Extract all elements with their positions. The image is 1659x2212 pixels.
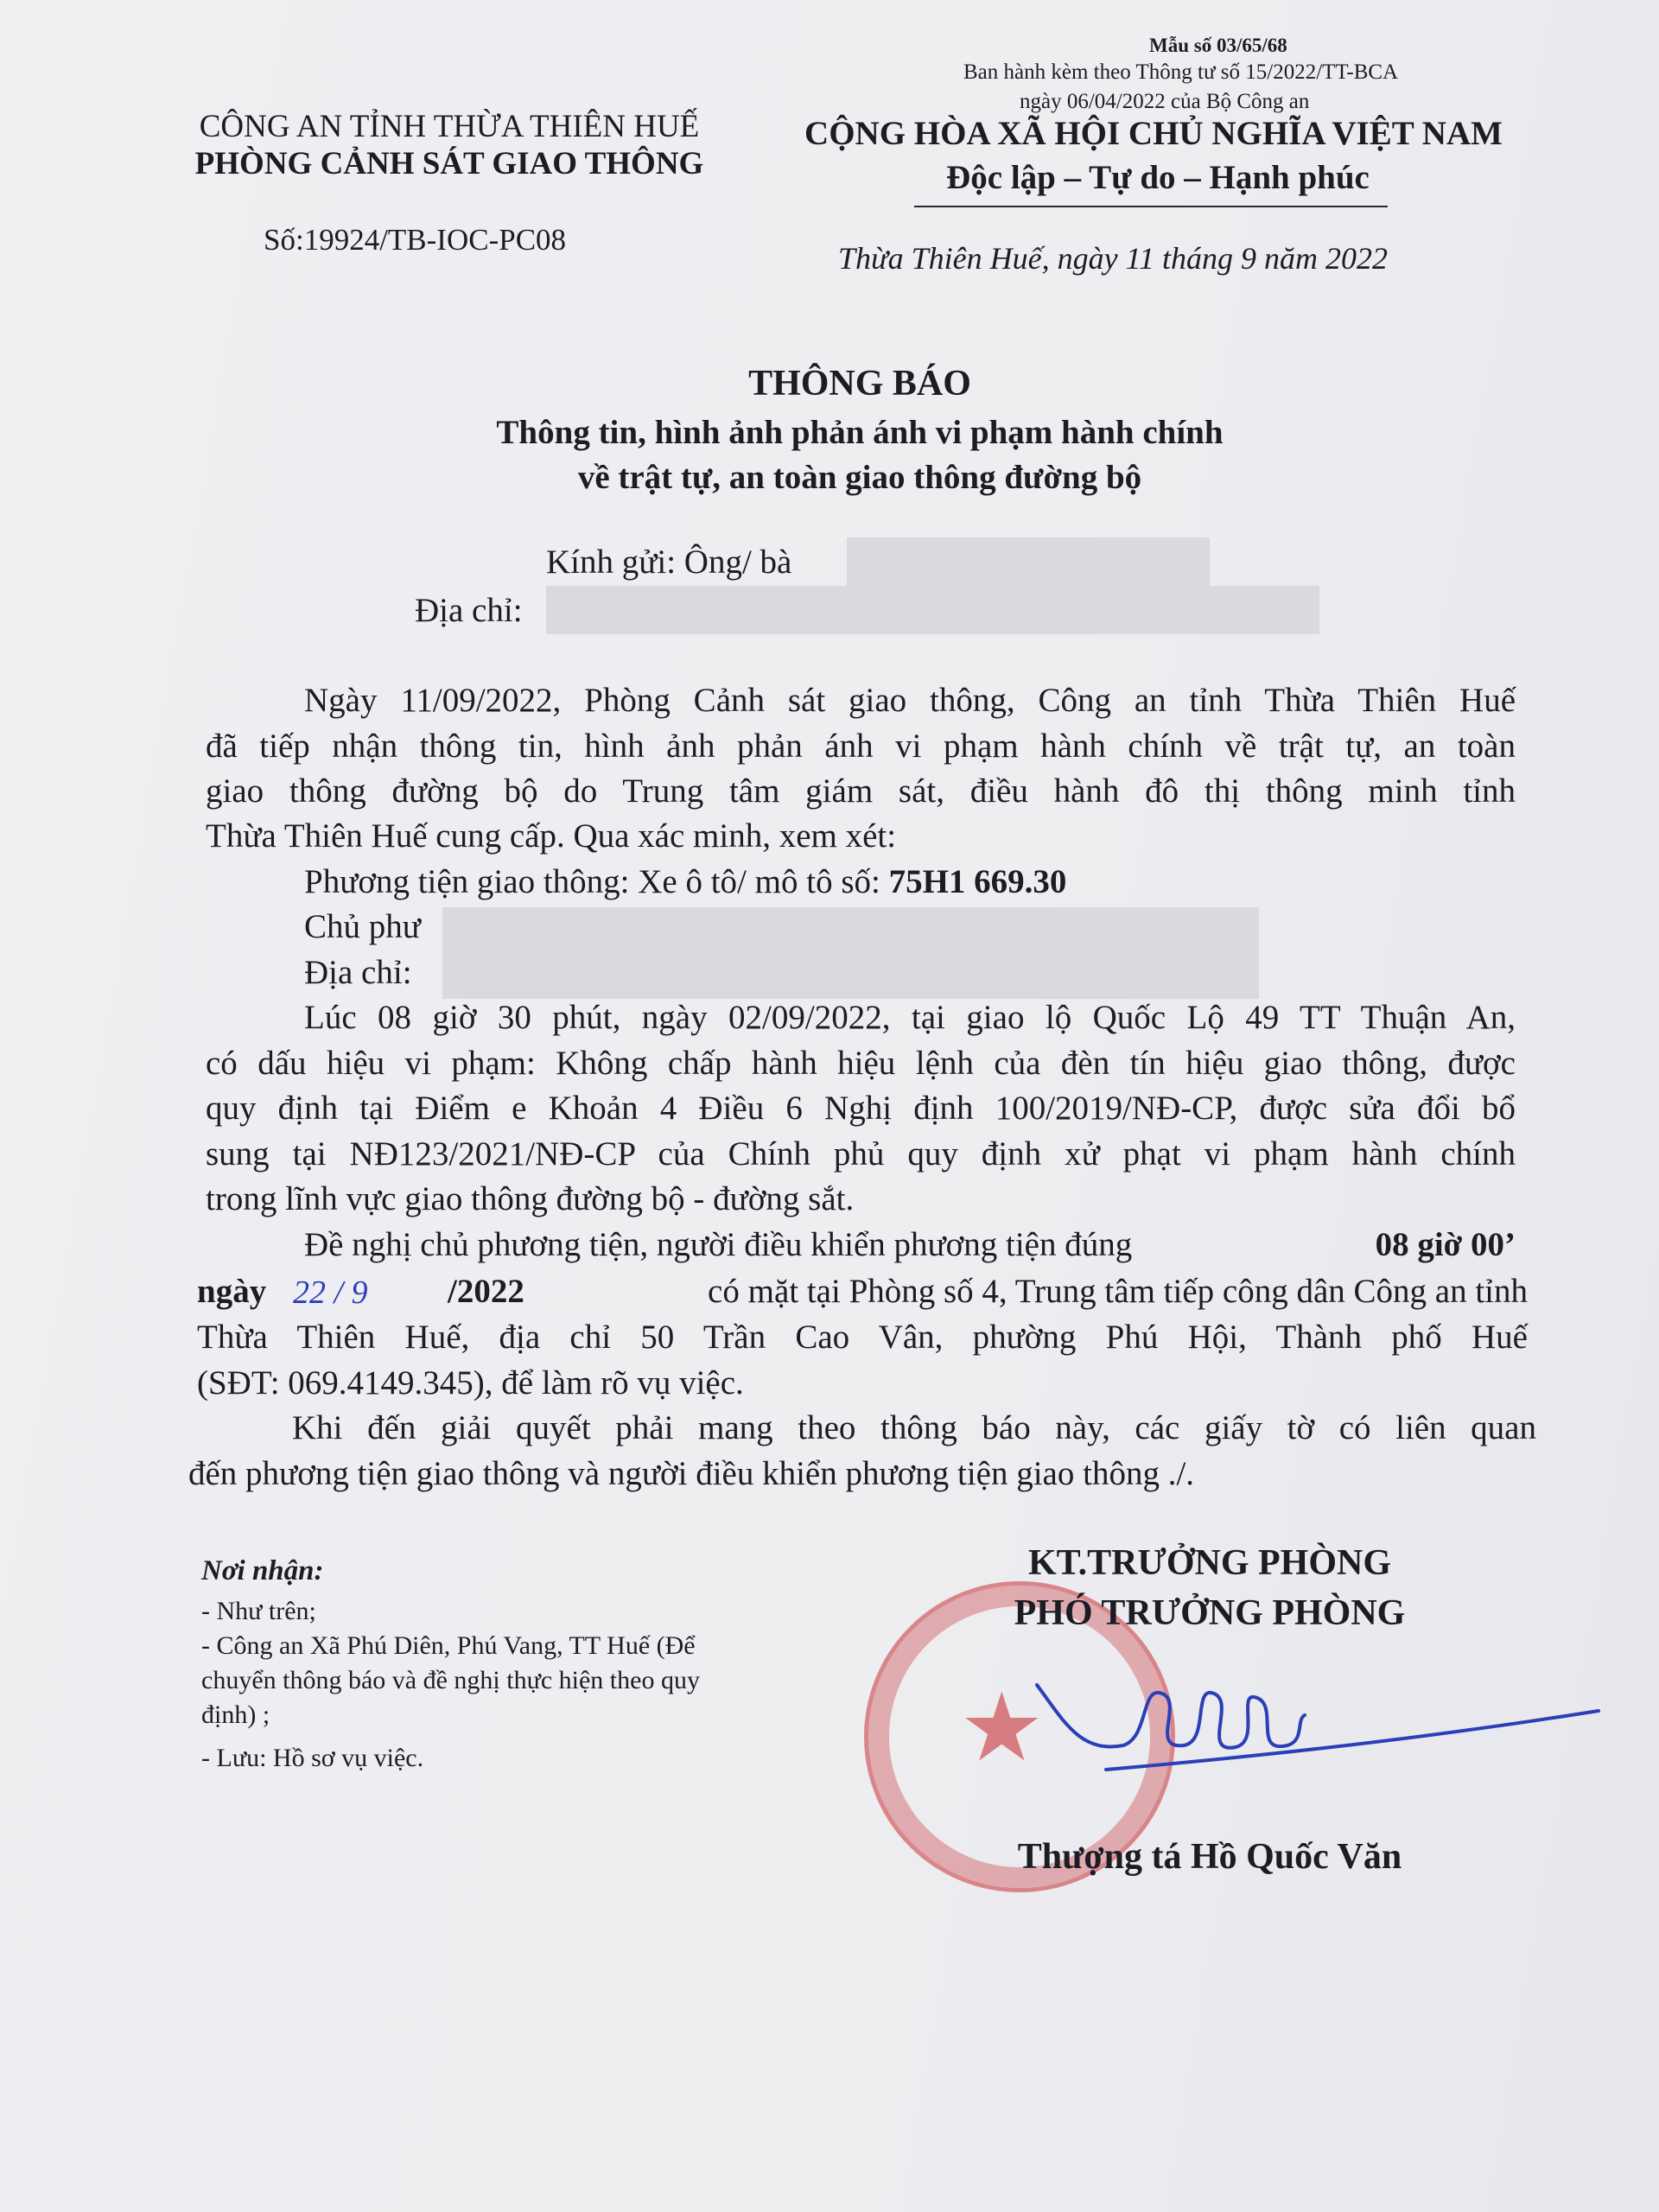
body-line: đã tiếp nhận thông tin, hình ảnh phản ánh vi phạm hành chính về trật tự, an toàn (206, 728, 1516, 765)
owner-address-label: Địa chỉ: (304, 954, 412, 991)
body-line: Ngày 11/09/2022, Phòng Cảnh sát giao thông, Công an tỉnh Thừa Thiên Huế (304, 682, 1516, 719)
body-line: Thừa Thiên Huế cung cấp. Qua xác minh, xem xét: (206, 817, 897, 855)
form-issued-by: Ban hành kèm theo Thông tư số 15/2022/TT-BCA (963, 60, 1399, 84)
body-line: sung tại NĐ123/2021/NĐ-CP của Chính phủ quy định xử phạt vi phạm hành chính (206, 1135, 1516, 1173)
body-line: đến phương tiện giao thông và người điều khiển phương tiện giao thông ./. (188, 1455, 1195, 1492)
body-line: (SĐT: 069.4149.345), để làm rõ vụ việc. (197, 1364, 744, 1402)
recipient-line: - Công an Xã Phú Diên, Phú Vang, TT Huế (Để (201, 1631, 696, 1660)
body-line: trong lĩnh vực giao thông đường bộ - đường sắt. (206, 1180, 855, 1217)
body-line: Lúc 08 giờ 30 phút, ngày 02/09/2022, tại giao lộ Quốc Lộ 49 TT Thuận An, (304, 999, 1516, 1036)
appointment-time: 08 giờ 00’ (1375, 1226, 1516, 1263)
appointment-text: Đề nghị chủ phương tiện, người điều khiển phương tiện đúng (304, 1226, 1133, 1263)
place-and-date: Thừa Thiên Huế, ngày 11 tháng 9 năm 2022 (838, 241, 1388, 276)
body-line: quy định tại Điểm e Khoản 4 Điều 6 Nghị định 100/2019/NĐ-CP, được sửa đổi bổ (206, 1090, 1516, 1127)
body-line: có dấu hiệu vi phạm: Không chấp hành hiệu lệnh của đèn tín hiệu giao thông, được (206, 1045, 1516, 1082)
signature-title-2: PHÓ TRƯỞNG PHÒNG (1014, 1593, 1406, 1633)
handwritten-signature (976, 1668, 1616, 1797)
vehicle-plate: 75H1 669.30 (888, 863, 1067, 900)
document-title: THÔNG BÁO (748, 364, 971, 404)
vehicle-label: Phương tiện giao thông: Xe ô tô/ mô tô số: (304, 863, 880, 900)
seal-star-icon: ★ (959, 1675, 1045, 1781)
recipient-line: - Lưu: Hồ sơ vụ việc. (201, 1744, 424, 1772)
department-name: PHÒNG CẢNH SÁT GIAO THÔNG (194, 146, 704, 181)
body-line-appointment (304, 1225, 1516, 1264)
recipients-title: Nơi nhận: (201, 1555, 324, 1586)
signer-name: Thượng tá Hồ Quốc Văn (1017, 1837, 1402, 1877)
redacted-address-block (546, 586, 1319, 634)
body-line: giao thông đường bộ do Trung tâm giám sát, điều hành đô thị thông minh tỉnh (206, 772, 1516, 810)
recipient-line: - Như trên; (201, 1597, 316, 1625)
national-motto: Độc lập – Tự do – Hạnh phúc (946, 159, 1370, 196)
body-line: Thừa Thiên Huế, địa chỉ 50 Trần Cao Vân, phường Phú Hội, Thành phố Huế (197, 1319, 1528, 1356)
handwritten-date (281, 1268, 428, 1317)
recipient-line: chuyển thông báo và đề nghị thực hiện theo quy (201, 1666, 700, 1694)
recipient-line: định) ; (201, 1700, 270, 1729)
addressee-address-label: Địa chỉ: (415, 592, 523, 629)
appointment-year: /2022 (448, 1273, 524, 1310)
document-subtitle-line-1: Thông tin, hình ảnh phản ánh vi phạm hành chính (496, 414, 1224, 451)
body-line: Khi đến giải quyết phải mang theo thông báo này, các giấy tờ có liên quan (292, 1409, 1536, 1446)
redacted-owner-block (442, 907, 1259, 952)
republic-heading: CỘNG HÒA XÃ HỘI CHỦ NGHĨA VIỆT NAM (804, 115, 1503, 152)
motto-underline (914, 206, 1388, 207)
vehicle-info (304, 862, 1066, 901)
document-subtitle-line-2: về trật tự, an toàn giao thông đường bộ (577, 459, 1142, 496)
redacted-name-block (847, 537, 1210, 586)
body-line-appointment-date (448, 1272, 1528, 1311)
form-issue-date: ngày 06/04/2022 của Bộ Công an (1020, 90, 1310, 113)
form-number: Mẫu số 03/65/68 (1149, 35, 1287, 56)
appointment-location: có mặt tại Phòng số 4, Trung tâm tiếp công dân Công an tỉnh (708, 1273, 1528, 1310)
addressee-greeting: Kính gửi: Ông/ bà (546, 543, 792, 581)
handwritten-date-text: 22 / 9 (293, 1274, 368, 1311)
document-number: Số:19924/TB-IOC-PC08 (264, 223, 567, 257)
owner-label: Chủ phư (304, 908, 421, 945)
redacted-owner-address-block (442, 950, 1259, 999)
appointment-day-label: ngày (197, 1273, 267, 1310)
signature-title-1: KT.TRƯỞNG PHÒNG (1028, 1543, 1391, 1583)
agency-name: CÔNG AN TỈNH THỪA THIÊN HUẾ (199, 109, 700, 144)
